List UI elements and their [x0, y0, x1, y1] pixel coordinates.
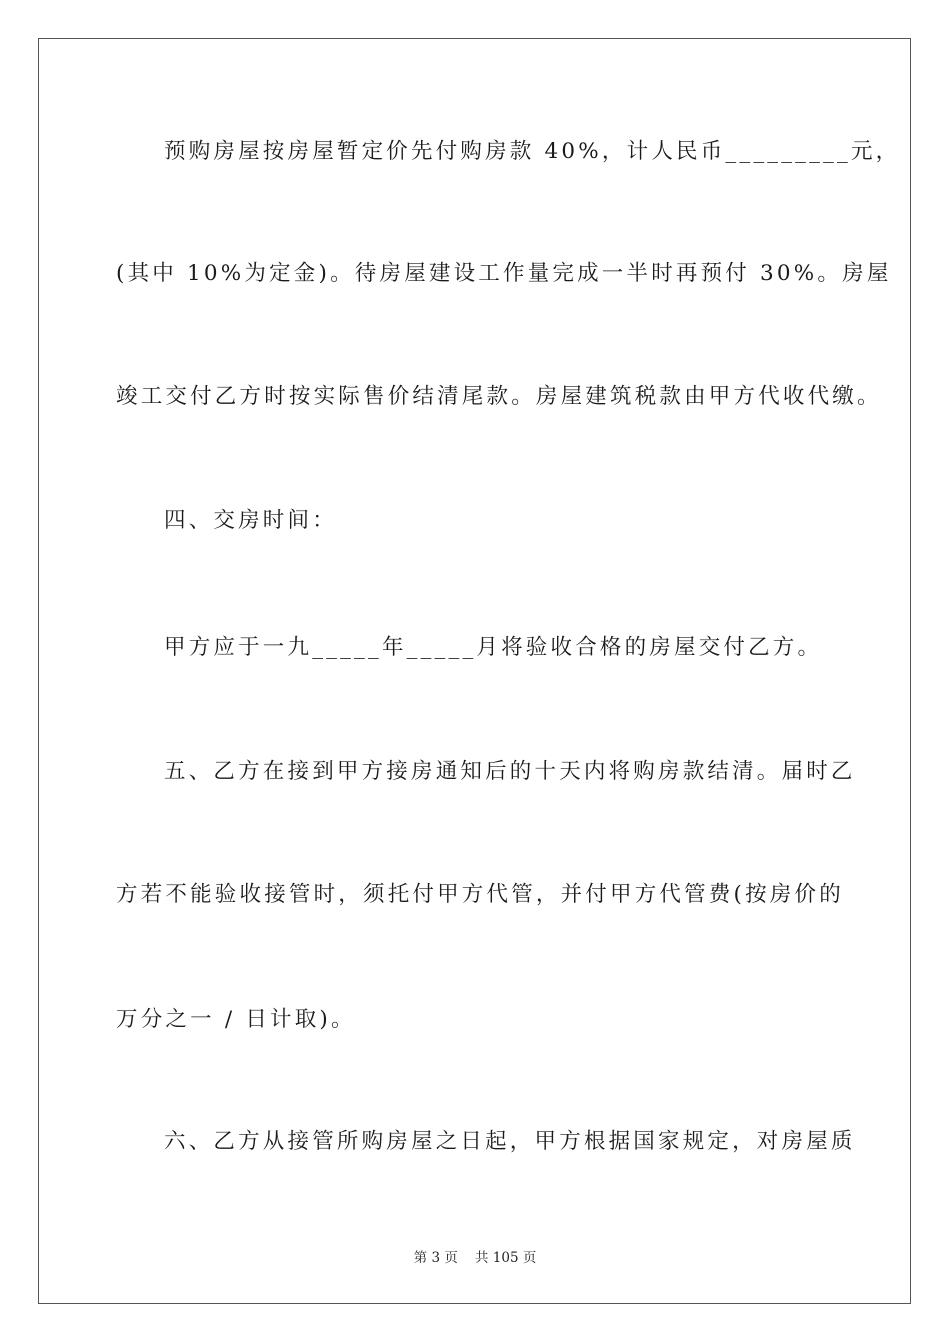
- paragraph-line-1: 预购房屋按房屋暂定价先付购房款 40%，计人民币_________元，: [164, 139, 901, 164]
- paragraph-line-6: 五、乙方在接到甲方接房通知后的十天内将购房款结清。届时乙: [164, 759, 856, 784]
- paragraph-line-8: 万分之一 / 日计取)。: [116, 1007, 356, 1032]
- paragraph-line-2: (其中 10%为定金)。待房屋建设工作量完成一半时再预付 30%。房屋: [116, 261, 892, 286]
- paragraph-line-3: 竣工交付乙方时按实际售价结清尾款。房屋建筑税款由甲方代收代缴。: [116, 384, 882, 409]
- page-border: [38, 38, 911, 1304]
- section-heading-delivery-time: 四、交房时间：: [164, 508, 337, 533]
- paragraph-line-5: 甲方应于一九_____年_____月将验收合格的房屋交付乙方。: [164, 635, 823, 660]
- paragraph-line-7: 方若不能验收接管时，须托付甲方代管，并付甲方代管费(按房价的: [116, 882, 844, 907]
- page-number-footer: 第 3 页 共 105 页: [413, 1250, 537, 1266]
- paragraph-line-9: 六、乙方从接管所购房屋之日起，甲方根据国家规定，对房屋质: [164, 1129, 856, 1154]
